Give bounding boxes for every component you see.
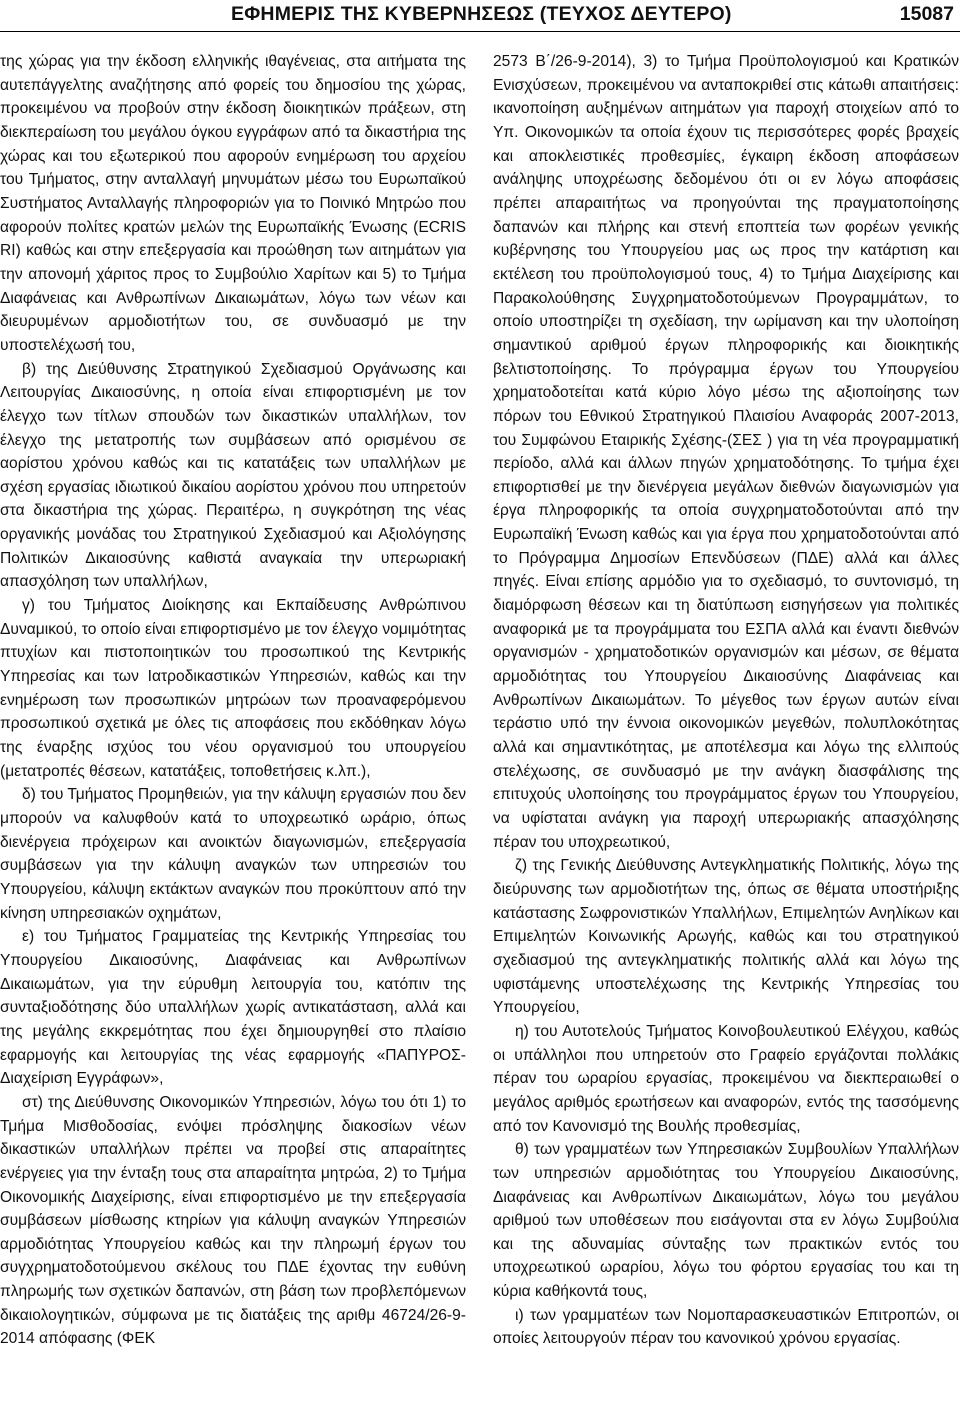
paragraph: ε) του Τμήματος Γραμματείας της Κεντρικής Υπηρεσίας του Υπουργείου Δικαιοσύνης, Διαφάνειας και Ανθρωπίνων Δικαιωμάτων, για την εύρυθμη λειτουργία του, κατόπιν της συνταξιοδότησης δύο υπαλλήλων χωρίς αντικατάσταση, αλλά και της μεγάλης εκκρεμότητας που έχει δημιουργηθεί στο πλαίσιο εφαρμογής και λειτουργίας της νέας εφαρμογής «ΠΑΠΥΡΟΣ-Διαχείριση Εγγράφων», xyxy=(0,928,466,1088)
header-rule xyxy=(0,31,960,32)
paragraph: ι) των γραμματέων των Νομοπαρασκευαστικών Επιτροπών, οι οποίες λειτουργούν πέραν του κανονικού χρόνου εργασίας. xyxy=(493,1306,959,1348)
running-title: ΕΦΗΜΕΡΙΣ ΤΗΣ ΚΥΒΕΡΝΗΣΕΩΣ (ΤΕΥΧΟΣ ΔΕΥΤΕΡΟ) xyxy=(231,3,732,25)
paragraph: της χώρας για την έκδοση ελληνικής ιθαγένειας, στα αιτήματα της αυτεπάγγελτης αναζήτησης από φορείς του δημοσίου της χώρας, προκειμένου να προβούν στην έκδοση διοικητικών πράξεων, στη διεκπεραίωση του μεγάλου όγκου εγγράφων από τα δικαστήρια της χώρας και του εξωτερικού που αφορούν ενημέρωση του αρχείου του Τμήματος, στην ανταλλαγή μηνυμάτων μέσω του Ευρωπαϊκού Συστήματος Ανταλλαγής πληροφοριών για το Ποινικό Μητρώο που αφορούν πολίτες κρατών μελών της Ευρωπαϊκής Ένωσης (ECRIS RI) καθώς και στην επεξεργασία και προώθηση των αιτημάτων για την απονομή χάριτος προς το Συμβούλιο Χαρίτων και 5) το Τμήμα Διαφάνειας και Ανθρωπίνων Δικαιωμάτων, λόγω των νέων και διευρυμένων αρμοδιοτήτων του, σε συνδυασμό με την υποστελέχωσή του, xyxy=(0,53,466,354)
paragraph: δ) του Τμήματος Προμηθειών, για την κάλυψη εργασιών που δεν μπορούν να καλυφθούν κατά το υποχρεωτικό ωράριο, όπως διενέργεια πρόχειρων και ανοικτών διαγωνισμών, επεξεργασία συμβάσεων για την κάλυψη αναγκών των υπηρεσιών του Υπουργείου, κάλυψη εκτάκτων αναγκών που προκύπτουν από την κίνηση υπηρεσιακών οχημάτων, xyxy=(0,786,466,922)
paragraph: γ) του Τμήματος Διοίκησης και Εκπαίδευσης Ανθρώπινου Δυναμικού, το οποίο είναι επιφορτισμένο με τον έλεγχο νομιμότητας πτυχίων και πιστοποιητικών του προσωπικού της Κεντρικής Υπηρεσίας και των Ιατροδικαστικών Υπηρεσιών, καθώς και την ενημέρωση των προσωπικών μητρώων των προαναφερόμενου προσωπικού σχετικά με όλες τις αποφάσεις που εκδόθηκαν λόγω της έναρξης ισχύος του νέου οργανισμού του υπουργείου (μετατροπές θέσεων, κατατάξεις, τοποθετήσεις κ.λπ.), xyxy=(0,597,466,780)
paragraph: στ) της Διεύθυνσης Οικονομικών Υπηρεσιών, λόγω του ότι 1) το Τμήμα Μισθοδοσίας, ενόψει πρόσληψης διακοσίων νέων δικαστικών υπαλλήλων πρέπει να προβεί στις απαραίτητες ενέργειες για την ένταξη τους στα απαραίτητα μητρώα, 2) το Τμήμα Οικονομικής Διαχείρισης, είναι επιφορτισμένο με την επεξεργασία συμβάσεων μίσθωσης κτηρίων για κάλυψη αναγκών Υπηρεσιών αρμοδιότητας Υπουργείου καθώς και την πληρωμή έργων του συγχρηματοδοτούμενου σκέλους του ΠΔΕ έχοντας την ευθύνη πληρωμής των σχετικών δαπανών, στη βάση των προβλεπόμενων δικαιολογητικών, σύμφωνα με τις διατάξεις της αριθμ 46724/26-9-2014 απόφασης (ΦΕΚ xyxy=(0,1093,466,1348)
paragraph: θ) των γραμματέων των Υπηρεσιακών Συμβουλίων Υπαλλήλων των υπηρεσιών αρμοδιότητας του Υπουργείου Δικαιοσύνης, Διαφάνειας και Ανθρωπίνων Δικαιωμάτων, λόγω του μεγάλου αριθμού των υποθέσεων που εισάγονται στα εν λόγω Συμβούλια και της αδυναμίας σύνταξης των πρακτικών εντός του υποχρεωτικού ωραρίου, λόγω του φόρτου εργασίας του και τη κύρια καθήκοντά τους, xyxy=(493,1141,959,1301)
page-header xyxy=(0,0,960,32)
page-number: 15087 xyxy=(899,3,954,25)
paragraph: β) της Διεύθυνσης Στρατηγικού Σχεδιασμού Οργάνωσης και Λειτουργίας Δικαιοσύνης, η οποία είναι επιφορτισμένη με τον έλεγχο των τίτλων σπουδών των δικαστικών υπαλλήλων, τον έλεγχο της μετατροπής των συμβάσεων από ορισμένου σε αορίστου χρόνου καθώς και τις κατατάξεις των υπαλλήλων με σχέση εργασίας ιδιωτικού δικαίου αορίστου χρόνου που υπηρετούν στα δικαστήρια της χώρας. Περαιτέρω, η συγκρότηση της νέας οργανικής μονάδας του Στρατηγικού Σχεδιασμού και Αξιολόγησης Πολιτικών Δικαιοσύνης καθιστά αναγκαία την υπερωριακή απασχόληση των υπαλλήλων, xyxy=(0,360,466,591)
paragraph: 2573 Β΄/26-9-2014), 3) το Τμήμα Προϋπολογισμού και Κρατικών Ενισχύσεων, προκειμένου να ανταποκριθεί στις κάτωθι απαιτήσεις: ικανοποίηση αυξημένων αιτημάτων για παροχή στοιχείων από το Υπ. Οικονομικών τα οποία έχουν τις περισσότερες φορές βραχείς και αποκλειστικές προθεσμίες, έγκαιρη έκδοση αποφάσεων ανάληψης υποχρέωσης δεδομένου ότι οι εν λόγω αποφάσεις πρέπει απαραιτήτως να προηγούνται της πραγματοποίησης δαπανών και πλήρης και στενή εποπτεία των φορέων γενικής κυβέρνησης του Υπουργείου μας ως προς την κατάρτιση και εκτέλεση του προϋπολογισμού τους, 4) το Τμήμα Διαχείρισης και Παρακολούθησης Συγχρηματοδοτούμενων Προγραμμάτων, το οποίο υποστηρίζει τη σχεδίαση, την ωρίμανση και την υλοποίηση σημαντικού αριθμού έργων πληροφορικής και διοικητικής βελτιστοποίησης. Το πρόγραμμα έργων του Υπουργείου χρηματοδοτείται κατά κύριο λόγο μέσω της αξιοποίησης των πόρων του Εθνικού Στρατηγικού Πλαισίου Αναφοράς 2007-2013, του Συμφώνου Εταιρικής Σχέσης-(ΣΕΣ ) για τη νέα προγραμματική περίοδο, αλλά και άλλων πηγών χρηματοδότησης. Το τμήμα έχει επιφορτισθεί με την διενέργεια μεγάλων διεθνών διαγωνισμών για έργα πληροφορικής τα οποία συγχρηματοδοτούνται από την Ευρωπαϊκή Ένωση καθώς και για έργα που χρηματοδοτούνται από το Πρόγραμμα Δημοσίων Επενδύσεων (ΠΔΕ) αλλά και άλλες πηγές. Είναι επίσης αρμόδιο για το σχεδιασμό, το συντονισμό, τη διαμόρφωση θέσεων και τη διατύπωση εισηγήσεων για πολιτικές αναφορικά με τα προγράμματα του ΕΣΠΑ αλλά και έναντι διεθνών οργανισμών - χρηματοδοτικών οργανισμών και μέσων, σε θέματα αρμοδιότητας του Υπουργείου Δικαιοσύνης Διαφάνειας και Ανθρωπίνων Δικαιωμάτων. Το μέγεθος των έργων αυτών είναι τεράστιο υπό την έννοια οικονομικών μεγεθών, πολυπλοκότητας αλλά και σημαντικότητας, με αποτέλεσμα και λόγω της ελλιπούς στελέχωσης, σε συνδυασμό με την ανάγκη διασφάλισης της επιτυχούς υλοποίησης του προγράμματος έργων του Υπουργείου, να υφίσταται ανάγκη για παροχή υπερωριακής απασχόλησης πέραν του υποχρεωτικού, xyxy=(493,53,959,851)
right-column xyxy=(493,50,959,1351)
left-column xyxy=(0,50,466,1351)
paragraph: ζ) της Γενικής Διεύθυνσης Αντεγκληματικής Πολιτικής, λόγω της διεύρυνσης των αρμοδιοτήτων της, όπως σε θέματα υποστήριξης κατάστασης Σωφρονιστικών Υπαλλήλων, Επιμελητών Ανηλίκων και Επιμελητών Κοινωνικής Αρωγής, καθώς και του στρατηγικού σχεδιασμού της αντεγκληματικής πολιτικής αλλά και λόγω της υφιστάμενης υποστελέχωσης της Κεντρικής Υπηρεσίας του Υπουργείου, xyxy=(493,857,959,1017)
paragraph: η) του Αυτοτελούς Τμήματος Κοινοβουλευτικού Ελέγχου, καθώς οι υπάλληλοι που υπηρετούν στο Γραφείο εργάζονται πολλάκις πέραν του ωραρίου εργασίας, προκειμένου να διεκπεραιωθεί ο μεγάλος αριθμός ερωτήσεων και αναφορών, εντός της τασσόμενης από τον Κανονισμό της Βουλής προθεσμίας, xyxy=(493,1022,959,1135)
